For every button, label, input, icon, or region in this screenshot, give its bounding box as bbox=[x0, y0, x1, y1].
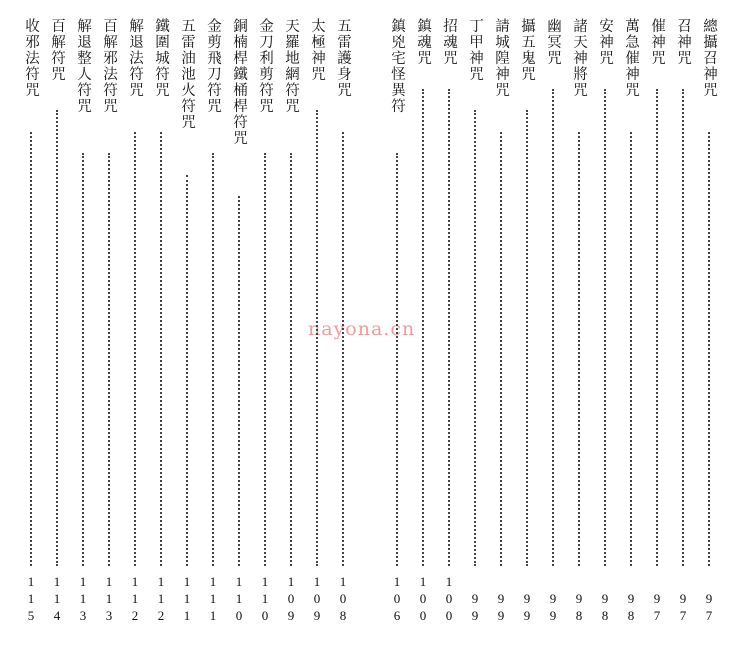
toc-entry[interactable] bbox=[252, 0, 278, 655]
toc-entry-title: 鐵圍城符咒 bbox=[153, 18, 169, 98]
toc-entry-title: 攝五鬼咒 bbox=[519, 18, 535, 82]
watermark: nayona.cn bbox=[308, 318, 416, 340]
toc-entry-page-number: 1 0 8 bbox=[339, 574, 347, 623]
toc-entry[interactable] bbox=[304, 0, 330, 655]
dotted-leader bbox=[212, 153, 214, 566]
dotted-leader bbox=[448, 89, 450, 567]
toc-entry-page-number: 9 9 bbox=[549, 591, 557, 623]
toc-entry-title: 萬急催神咒 bbox=[623, 18, 639, 98]
toc-entry-title: 催神咒 bbox=[649, 18, 665, 66]
toc-entry-page-number: 1 1 3 bbox=[79, 574, 87, 623]
dotted-leader bbox=[342, 132, 344, 567]
toc-entry[interactable] bbox=[70, 0, 96, 655]
dotted-leader bbox=[56, 110, 58, 566]
toc-entry-page-number: 1 1 4 bbox=[53, 574, 61, 623]
toc-entry-page-number: 9 9 bbox=[523, 591, 531, 623]
dotted-leader bbox=[552, 89, 554, 567]
toc-entry-page-number: 1 1 0 bbox=[261, 574, 269, 623]
toc-entry[interactable] bbox=[618, 0, 644, 655]
toc-entry-title: 召神咒 bbox=[675, 18, 691, 66]
toc-entry-title: 百解符咒 bbox=[49, 18, 65, 82]
toc-entry[interactable] bbox=[540, 0, 566, 655]
dotted-leader bbox=[396, 153, 398, 566]
dotted-leader bbox=[264, 153, 266, 566]
toc-entry-title: 解退整人符咒 bbox=[75, 18, 91, 114]
toc-entry-title: 安神咒 bbox=[597, 18, 613, 66]
dotted-leader bbox=[30, 132, 32, 567]
toc-entry-title: 丁甲神咒 bbox=[467, 18, 483, 82]
toc-entry[interactable] bbox=[488, 0, 514, 655]
dotted-leader bbox=[708, 132, 710, 567]
toc-entry-title: 百解邪法符咒 bbox=[101, 18, 117, 114]
toc-entry[interactable] bbox=[200, 0, 226, 655]
toc-entry-page-number: 9 7 bbox=[705, 591, 713, 623]
toc-entry-page-number: 1 0 9 bbox=[287, 574, 295, 623]
dotted-leader bbox=[682, 89, 684, 567]
toc-entry-page-number: 1 1 2 bbox=[157, 574, 165, 623]
toc-entry-page-number: 1 0 6 bbox=[393, 574, 401, 623]
toc-entry[interactable] bbox=[122, 0, 148, 655]
toc-entry[interactable] bbox=[592, 0, 618, 655]
dotted-leader bbox=[578, 132, 580, 567]
toc-entry[interactable] bbox=[436, 0, 462, 655]
toc-entry-page-number: 1 0 0 bbox=[445, 574, 453, 623]
toc-entry[interactable] bbox=[96, 0, 122, 655]
dotted-leader bbox=[526, 110, 528, 566]
toc-entry-title: 銅楠桿鐵桶桿符咒 bbox=[231, 18, 247, 146]
toc-entry-title: 幽冥咒 bbox=[545, 18, 561, 66]
toc-entry-title: 五雷護身咒 bbox=[335, 18, 351, 98]
toc-entry-page-number: 1 1 0 bbox=[235, 574, 243, 623]
toc-entry[interactable] bbox=[226, 0, 252, 655]
toc-entry-page-number: 1 1 5 bbox=[27, 574, 35, 623]
toc-entry-page-number: 9 8 bbox=[601, 591, 609, 623]
toc-entry-title: 太極神咒 bbox=[309, 18, 325, 82]
toc-entry-title: 天羅地網符咒 bbox=[283, 18, 299, 114]
toc-entry[interactable] bbox=[696, 0, 722, 655]
toc-entry-page-number: 9 8 bbox=[627, 591, 635, 623]
toc-entry-title: 金剪飛刀符咒 bbox=[205, 18, 221, 114]
toc-entry-page-number: 1 1 1 bbox=[209, 574, 217, 623]
toc-entry-page-number: 1 1 2 bbox=[131, 574, 139, 623]
toc-entry[interactable] bbox=[644, 0, 670, 655]
toc-entry[interactable] bbox=[18, 0, 44, 655]
toc-entry-page-number: 9 9 bbox=[497, 591, 505, 623]
dotted-leader bbox=[134, 132, 136, 567]
toc-entry-title: 五雷油池火符咒 bbox=[179, 18, 195, 130]
toc-entry-title: 鎮魂咒 bbox=[415, 18, 431, 66]
dotted-leader bbox=[422, 89, 424, 567]
toc-entry-title: 招魂咒 bbox=[441, 18, 457, 66]
toc-entry-page-number: 1 0 0 bbox=[419, 574, 427, 623]
dotted-leader bbox=[108, 153, 110, 566]
toc-entry[interactable] bbox=[148, 0, 174, 655]
toc-entry-page-number: 1 1 3 bbox=[105, 574, 113, 623]
toc-entry-page-number: 1 1 1 bbox=[183, 574, 191, 623]
toc-entry[interactable] bbox=[514, 0, 540, 655]
toc-entry[interactable] bbox=[566, 0, 592, 655]
dotted-leader bbox=[82, 153, 84, 566]
dotted-leader bbox=[656, 89, 658, 567]
toc-entry-page-number: 9 8 bbox=[575, 591, 583, 623]
toc-entry-title: 金刀利剪符咒 bbox=[257, 18, 273, 114]
toc-entry[interactable] bbox=[278, 0, 304, 655]
toc-entry[interactable] bbox=[410, 0, 436, 655]
toc-entry-page-number: 9 9 bbox=[471, 591, 479, 623]
toc-entry-title: 諸天神將咒 bbox=[571, 18, 587, 98]
toc-entry-title: 收邪法符咒 bbox=[23, 18, 39, 98]
toc-entry-page-number: 9 7 bbox=[653, 591, 661, 623]
toc-entry-title: 請城隍神咒 bbox=[493, 18, 509, 98]
toc-entry-page-number: 9 7 bbox=[679, 591, 687, 623]
toc-entry-title: 鎮兇宅怪異符 bbox=[389, 18, 405, 114]
toc-entry[interactable] bbox=[330, 0, 356, 655]
dotted-leader bbox=[500, 132, 502, 567]
toc-entry[interactable] bbox=[462, 0, 488, 655]
dotted-leader bbox=[186, 175, 188, 567]
dotted-leader bbox=[604, 89, 606, 567]
toc-entry[interactable] bbox=[174, 0, 200, 655]
toc-entry-page-number: 1 0 9 bbox=[313, 574, 321, 623]
dotted-leader bbox=[238, 196, 240, 566]
dotted-leader bbox=[316, 110, 318, 566]
toc-entry[interactable] bbox=[44, 0, 70, 655]
dotted-leader bbox=[160, 132, 162, 567]
toc-entry[interactable] bbox=[384, 0, 410, 655]
dotted-leader bbox=[630, 132, 632, 567]
toc-entry-title: 解退法符咒 bbox=[127, 18, 143, 98]
toc-entry[interactable] bbox=[670, 0, 696, 655]
toc-entry-title: 總攝召神咒 bbox=[701, 18, 717, 98]
dotted-leader bbox=[474, 110, 476, 566]
dotted-leader bbox=[290, 153, 292, 566]
